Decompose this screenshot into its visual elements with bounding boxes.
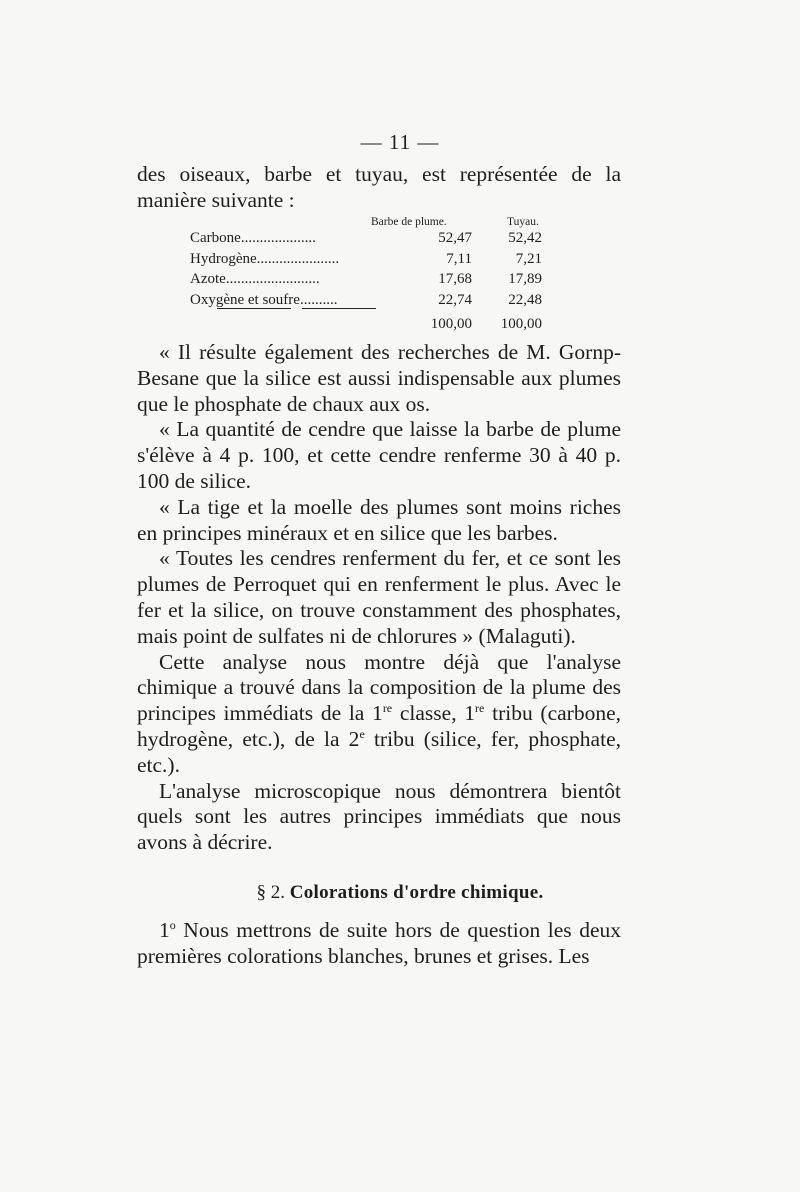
paragraph-part: Nous mettrons de suite hors de question les deux premières colorations blanches, brunes et grises. Les	[137, 918, 621, 968]
paragraph: « La tige et la moelle des plumes sont moins riches en principes minéraux et en silice que les barbes.	[137, 494, 621, 545]
barbe-value: 17,68	[438, 271, 472, 287]
paragraph-part: Cette analyse nous montre déjà que l'analyse chimique a trouvé dans la composition de la plume des principes immédiats de la 1	[137, 649, 621, 726]
list-number: 1	[159, 918, 170, 942]
superscript: e	[359, 726, 365, 741]
row-label: Oxygène et soufre..........	[190, 291, 338, 308]
paragraph	[137, 650, 621, 779]
total-barbe: 100,00	[430, 316, 472, 332]
paragraph	[137, 918, 621, 970]
table-row	[190, 290, 570, 311]
final-paragraph	[137, 918, 621, 970]
paragraph: L'analyse microscopique nous démontrera bientôt quels sont les autres principes immédiats que nous avons à décrire.	[137, 778, 621, 855]
paragraph: « La quantité de cendre que laisse la barbe de plume s'élève à 4 p. 100, et cette cendre renferme 30 à 40 p. 100 de silice.	[137, 417, 621, 493]
tuyau-value: 17,89	[508, 271, 542, 287]
paragraph: « Toutes les cendres renferment du fer, et ce sont les plumes de Perroquet qui en renferment le plus. Avec le fer et la silice, on trouve constamment des phosphates, mais point de sulfates ni de chlorures » (Malaguti).	[137, 546, 621, 648]
intro-paragraph	[137, 162, 621, 214]
superscript: re	[382, 701, 393, 715]
section-heading	[0, 882, 800, 904]
table-totals	[190, 314, 570, 334]
row-label: Carbone....................	[190, 230, 316, 246]
page-number: — 11 —	[360, 130, 440, 154]
table-row	[190, 228, 570, 249]
composition-table	[190, 212, 570, 310]
table-row	[190, 249, 570, 270]
section-title: Colorations d'ordre chimique.	[289, 882, 544, 903]
total-rule-barbe	[217, 308, 291, 309]
table-row	[190, 269, 570, 290]
superscript: re	[475, 701, 485, 715]
superscript: o	[169, 917, 176, 932]
barbe-value: 52,47	[438, 230, 472, 246]
body-text	[137, 340, 621, 856]
tuyau-value: 22,48	[508, 291, 542, 308]
row-label: Azote.........................	[190, 271, 320, 287]
header-tuyau: Tuyau.	[507, 216, 539, 228]
tuyau-value: 52,42	[508, 230, 542, 246]
paragraph-part: tribu (carbone, hydrogène, etc.), de la 2	[137, 701, 621, 751]
tuyau-value: 7,21	[515, 250, 542, 267]
barbe-value: 7,11	[446, 250, 472, 267]
table-header	[190, 212, 570, 228]
paragraph: « Il résulte également des recherches de M. Gornp-Besane que la silice est aussi indispensable aux plumes que le phosphate de chaux aux os.	[137, 340, 621, 416]
intro-text: des oiseaux, barbe et tuyau, est représentée de la manière suivante :	[137, 162, 621, 212]
total-tuyau: 100,00	[500, 316, 542, 332]
row-label: Hydrogène......................	[190, 250, 340, 267]
paragraph-part: classe, 1	[392, 701, 476, 726]
total-rule-tuyau	[302, 308, 376, 309]
header-barbe: Barbe de plume.	[371, 216, 447, 228]
barbe-value: 22,74	[438, 291, 472, 308]
paragraph-part: tribu (silice, fer, phosphate, etc.).	[137, 726, 621, 777]
section-number: § 2.	[256, 882, 285, 903]
